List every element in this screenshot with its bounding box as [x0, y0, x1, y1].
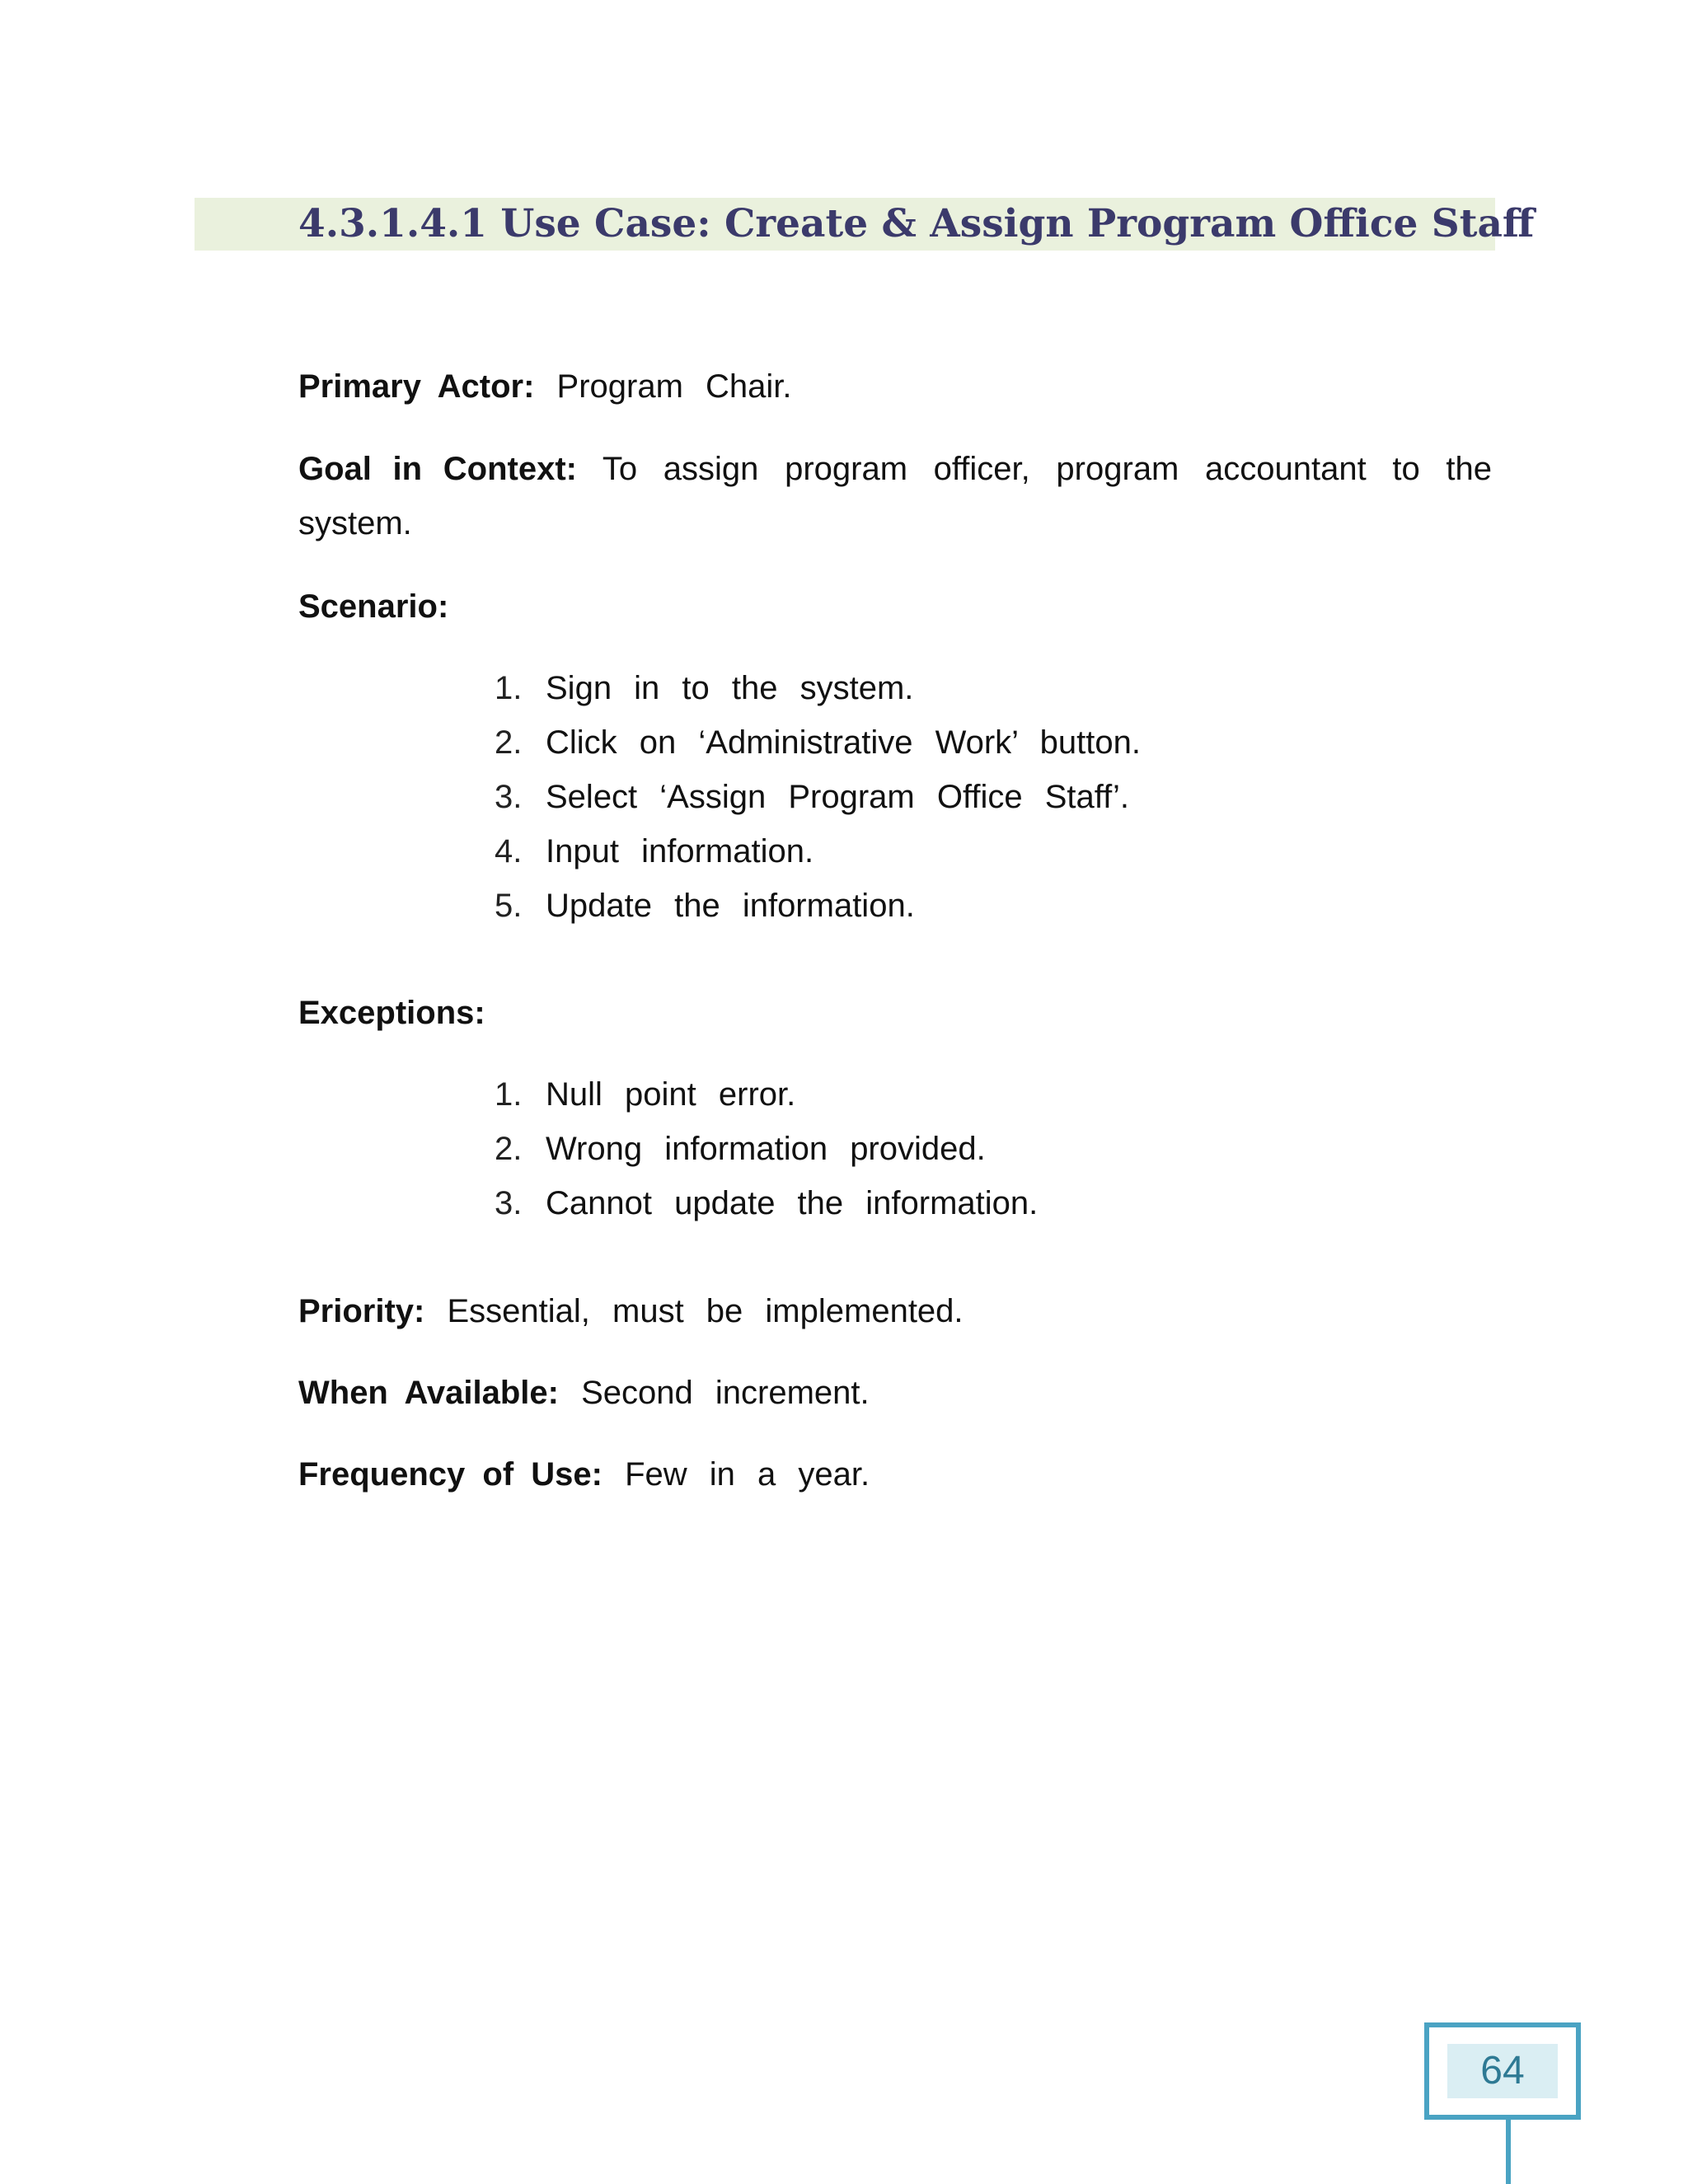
list-item [495, 1176, 1038, 1230]
when-available-label: When Available: [298, 1375, 559, 1411]
list-item [495, 1067, 1038, 1122]
list-item [495, 879, 1141, 933]
list-item-text: Click on ‘Administrative Work’ button. [546, 724, 1142, 761]
list-item-number: 3. [495, 1185, 523, 1221]
primary-actor-line [298, 359, 1492, 414]
list-item-text: Update the information. [546, 888, 915, 924]
goal-label: Goal in Context: [298, 451, 577, 487]
when-available-value: Second increment. [581, 1375, 870, 1411]
list-item-text: Input information. [546, 833, 814, 869]
list-item [495, 715, 1141, 770]
frequency-of-use-line [298, 1447, 1492, 1502]
list-item [495, 1122, 1038, 1176]
list-item-text: Sign in to the system. [546, 670, 914, 706]
scenario-steps-list [495, 661, 1141, 933]
list-item-text: Select ‘Assign Program Office Staff’. [546, 779, 1129, 815]
scenario-label: Scenario: [298, 588, 449, 625]
list-item-number: 2. [495, 724, 523, 761]
section-heading: 4.3.1.4.1 Use Case: Create & Assign Program Office Staff [298, 201, 1535, 246]
frequency-label: Frequency of Use: [298, 1456, 603, 1493]
list-item [495, 770, 1141, 824]
frequency-value: Few in a year. [625, 1456, 870, 1493]
list-item [495, 824, 1141, 879]
goal-value: To assign program officer, program accountant to the system. [298, 451, 1493, 541]
exceptions-heading [298, 986, 1492, 1040]
when-available-line [298, 1366, 1492, 1420]
list-item-number: 1. [495, 1076, 523, 1113]
list-item-number: 1. [495, 670, 523, 706]
goal-in-context-paragraph [298, 442, 1492, 551]
list-item-text: Wrong information provided. [546, 1131, 986, 1167]
scenario-heading [298, 579, 1492, 634]
list-item-text: Null point error. [546, 1076, 796, 1113]
primary-actor-label: Primary Actor: [298, 368, 535, 405]
list-item-text: Cannot update the information. [546, 1185, 1039, 1221]
primary-actor-value: Program Chair. [556, 368, 792, 405]
list-item-number: 3. [495, 779, 523, 815]
list-item-number: 2. [495, 1131, 523, 1167]
priority-label: Priority: [298, 1293, 425, 1329]
priority-line [298, 1284, 1492, 1338]
exceptions-list [495, 1067, 1038, 1230]
page-number-box [1424, 2022, 1581, 2120]
exceptions-label: Exceptions: [298, 995, 485, 1031]
page-number: 64 [1447, 2044, 1558, 2098]
page-number-stem [1506, 2120, 1511, 2184]
list-item [495, 661, 1141, 715]
list-item-number: 4. [495, 833, 523, 869]
priority-value: Essential, must be implemented. [447, 1293, 964, 1329]
list-item-number: 5. [495, 888, 523, 924]
